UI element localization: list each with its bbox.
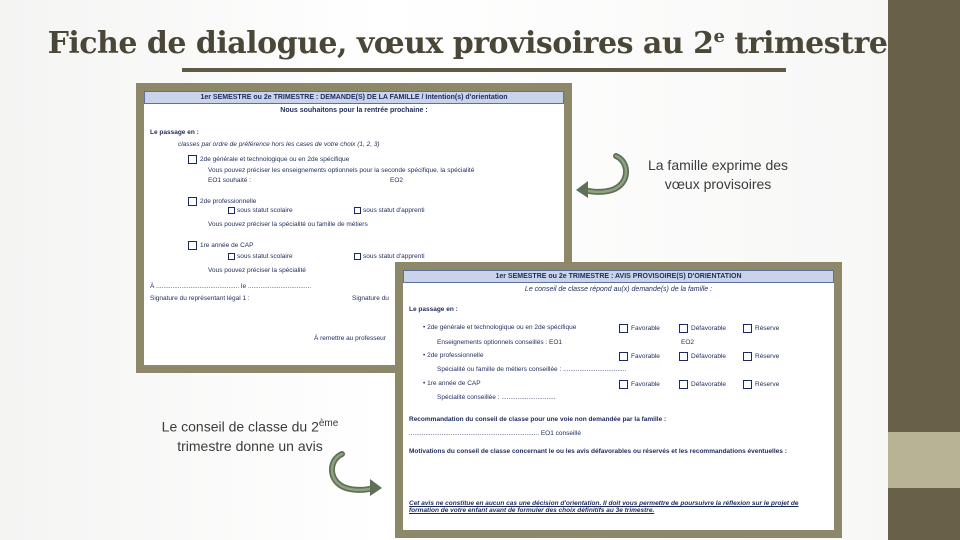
checkbox[interactable]	[188, 241, 197, 250]
statut-scolaire-cap: sous statut scolaire	[228, 253, 293, 260]
remettre-note: À remettre au professeur	[314, 335, 386, 342]
specialite-note: Vous pouvez préciser la spécialité	[208, 267, 306, 274]
checkbox[interactable]	[228, 207, 235, 214]
caption-line: Le conseil de classe du 2ème	[161, 418, 339, 435]
statut-apprenti-cap: sous statut d'apprenti	[354, 253, 425, 260]
checkbox[interactable]	[619, 380, 628, 389]
caption-family-wishes	[618, 156, 818, 194]
statut-apprenti: sous statut d'apprenti	[354, 207, 425, 214]
checkbox[interactable]	[743, 380, 752, 389]
signature-2: Signature du	[352, 295, 389, 302]
passage-label: Le passage en :	[150, 129, 199, 136]
council-opinion-form	[403, 270, 834, 530]
signature-1: Signature du représentant légal 1 :	[150, 295, 250, 302]
row-2gt-note: Enseignements optionnels conseillés : EO1	[437, 339, 563, 346]
row-2gt-eo2: EO2	[681, 339, 695, 346]
row-cap-note: Spécialité conseillée : ..............................	[437, 394, 556, 401]
instruction-text: classes par ordre de préférence hors les cases de votre choix (1, 2, 3)	[178, 141, 380, 148]
row-2pro: • 2de professionnelle	[423, 352, 484, 359]
slide-title: Fiche de dialogue, vœux provisoires au 2e trimestre	[47, 26, 888, 61]
recommandation-label: Recommandation du conseil de classe pour une voie non demandée par la famille :	[409, 416, 667, 423]
date-line: À .............................................. le ...................................	[150, 283, 312, 290]
favorable-3: Favorable	[619, 380, 660, 389]
caption-line: trimestre donne un avis	[177, 437, 323, 454]
defavorable-3: Défavorable	[679, 380, 726, 389]
council-opinion-form-frame	[395, 262, 842, 538]
recommandation-line: ........................................................................ EO1 conseillé	[409, 430, 581, 437]
curved-arrow-icon	[326, 448, 386, 498]
footer-note: Cet avis ne constitue en aucun cas une décision d'orientation. Il doit vous permettre de poursuivre la réflexion sur le projet de formation de votre enfant avant de formuler des choix définitifs au 3e trimestre.	[409, 500, 799, 514]
checkbox[interactable]	[679, 324, 688, 333]
form-header: 1er SEMESTRE ou 2e TRIMESTRE : AVIS PROVISOIRE(S) D'ORIENTATION	[403, 270, 834, 283]
option-2gt: 2de générale et technologique ou en 2de spécifique	[188, 155, 349, 164]
curved-arrow-icon	[572, 148, 632, 198]
option-2gt-note: Vous pouvez préciser les enseignements optionnels pour la seconde spécifique, la spécialité	[208, 167, 475, 174]
row-cap: • 1re année de CAP	[423, 380, 481, 387]
passage-label: Le passage en :	[409, 306, 458, 313]
right-sidebar-band	[888, 0, 960, 540]
form-header: 1er SEMESTRE ou 2e TRIMESTRE : DEMANDE(S) DE LA FAMILLE / Intention(s) d'orientation	[144, 91, 564, 104]
checkbox[interactable]	[188, 197, 197, 206]
checkbox[interactable]	[228, 253, 235, 260]
checkbox[interactable]	[188, 155, 197, 164]
checkbox[interactable]	[679, 352, 688, 361]
caption-line: La famille exprime des	[647, 157, 789, 173]
eo1-label: EO1 souhaité :	[208, 177, 251, 184]
checkbox[interactable]	[743, 352, 752, 361]
checkbox[interactable]	[743, 324, 752, 333]
checkbox[interactable]	[679, 380, 688, 389]
form-subheader: Nous souhaitons pour la rentrée prochaine :	[280, 107, 428, 114]
caption-line: vœux provisoires	[664, 176, 772, 192]
option-cap: 1re année de CAP	[188, 241, 253, 250]
title-underline	[182, 68, 786, 72]
row-2pro-note: Spécialité ou famille de métiers conseillée : ...................................	[437, 366, 627, 373]
checkbox[interactable]	[619, 324, 628, 333]
form-subheader: Le conseil de classe répond au(x) demande(s) de la famille :	[524, 286, 713, 293]
option-2pro: 2de professionnelle	[188, 197, 256, 206]
reserve-1: Réserve	[743, 324, 779, 333]
defavorable-1: Défavorable	[679, 324, 726, 333]
favorable-1: Favorable	[619, 324, 660, 333]
checkbox[interactable]	[354, 253, 361, 260]
sidebar-accent-block	[888, 432, 960, 488]
defavorable-2: Défavorable	[679, 352, 726, 361]
checkbox[interactable]	[619, 352, 628, 361]
favorable-2: Favorable	[619, 352, 660, 361]
reserve-3: Réserve	[743, 380, 779, 389]
motivations-label: Motivations du conseil de classe concernant le ou les avis défavorables ou réservés et les recommandations éventuelles :	[409, 448, 787, 455]
reserve-2: Réserve	[743, 352, 779, 361]
eo2-label: EO2	[390, 177, 404, 184]
metiers-note: Vous pouvez préciser la spécialité ou famille de métiers	[208, 221, 368, 228]
statut-scolaire: sous statut scolaire	[228, 207, 293, 214]
row-2gt: • 2de générale et technologique ou en 2de spécifique	[423, 324, 577, 331]
checkbox[interactable]	[354, 207, 361, 214]
